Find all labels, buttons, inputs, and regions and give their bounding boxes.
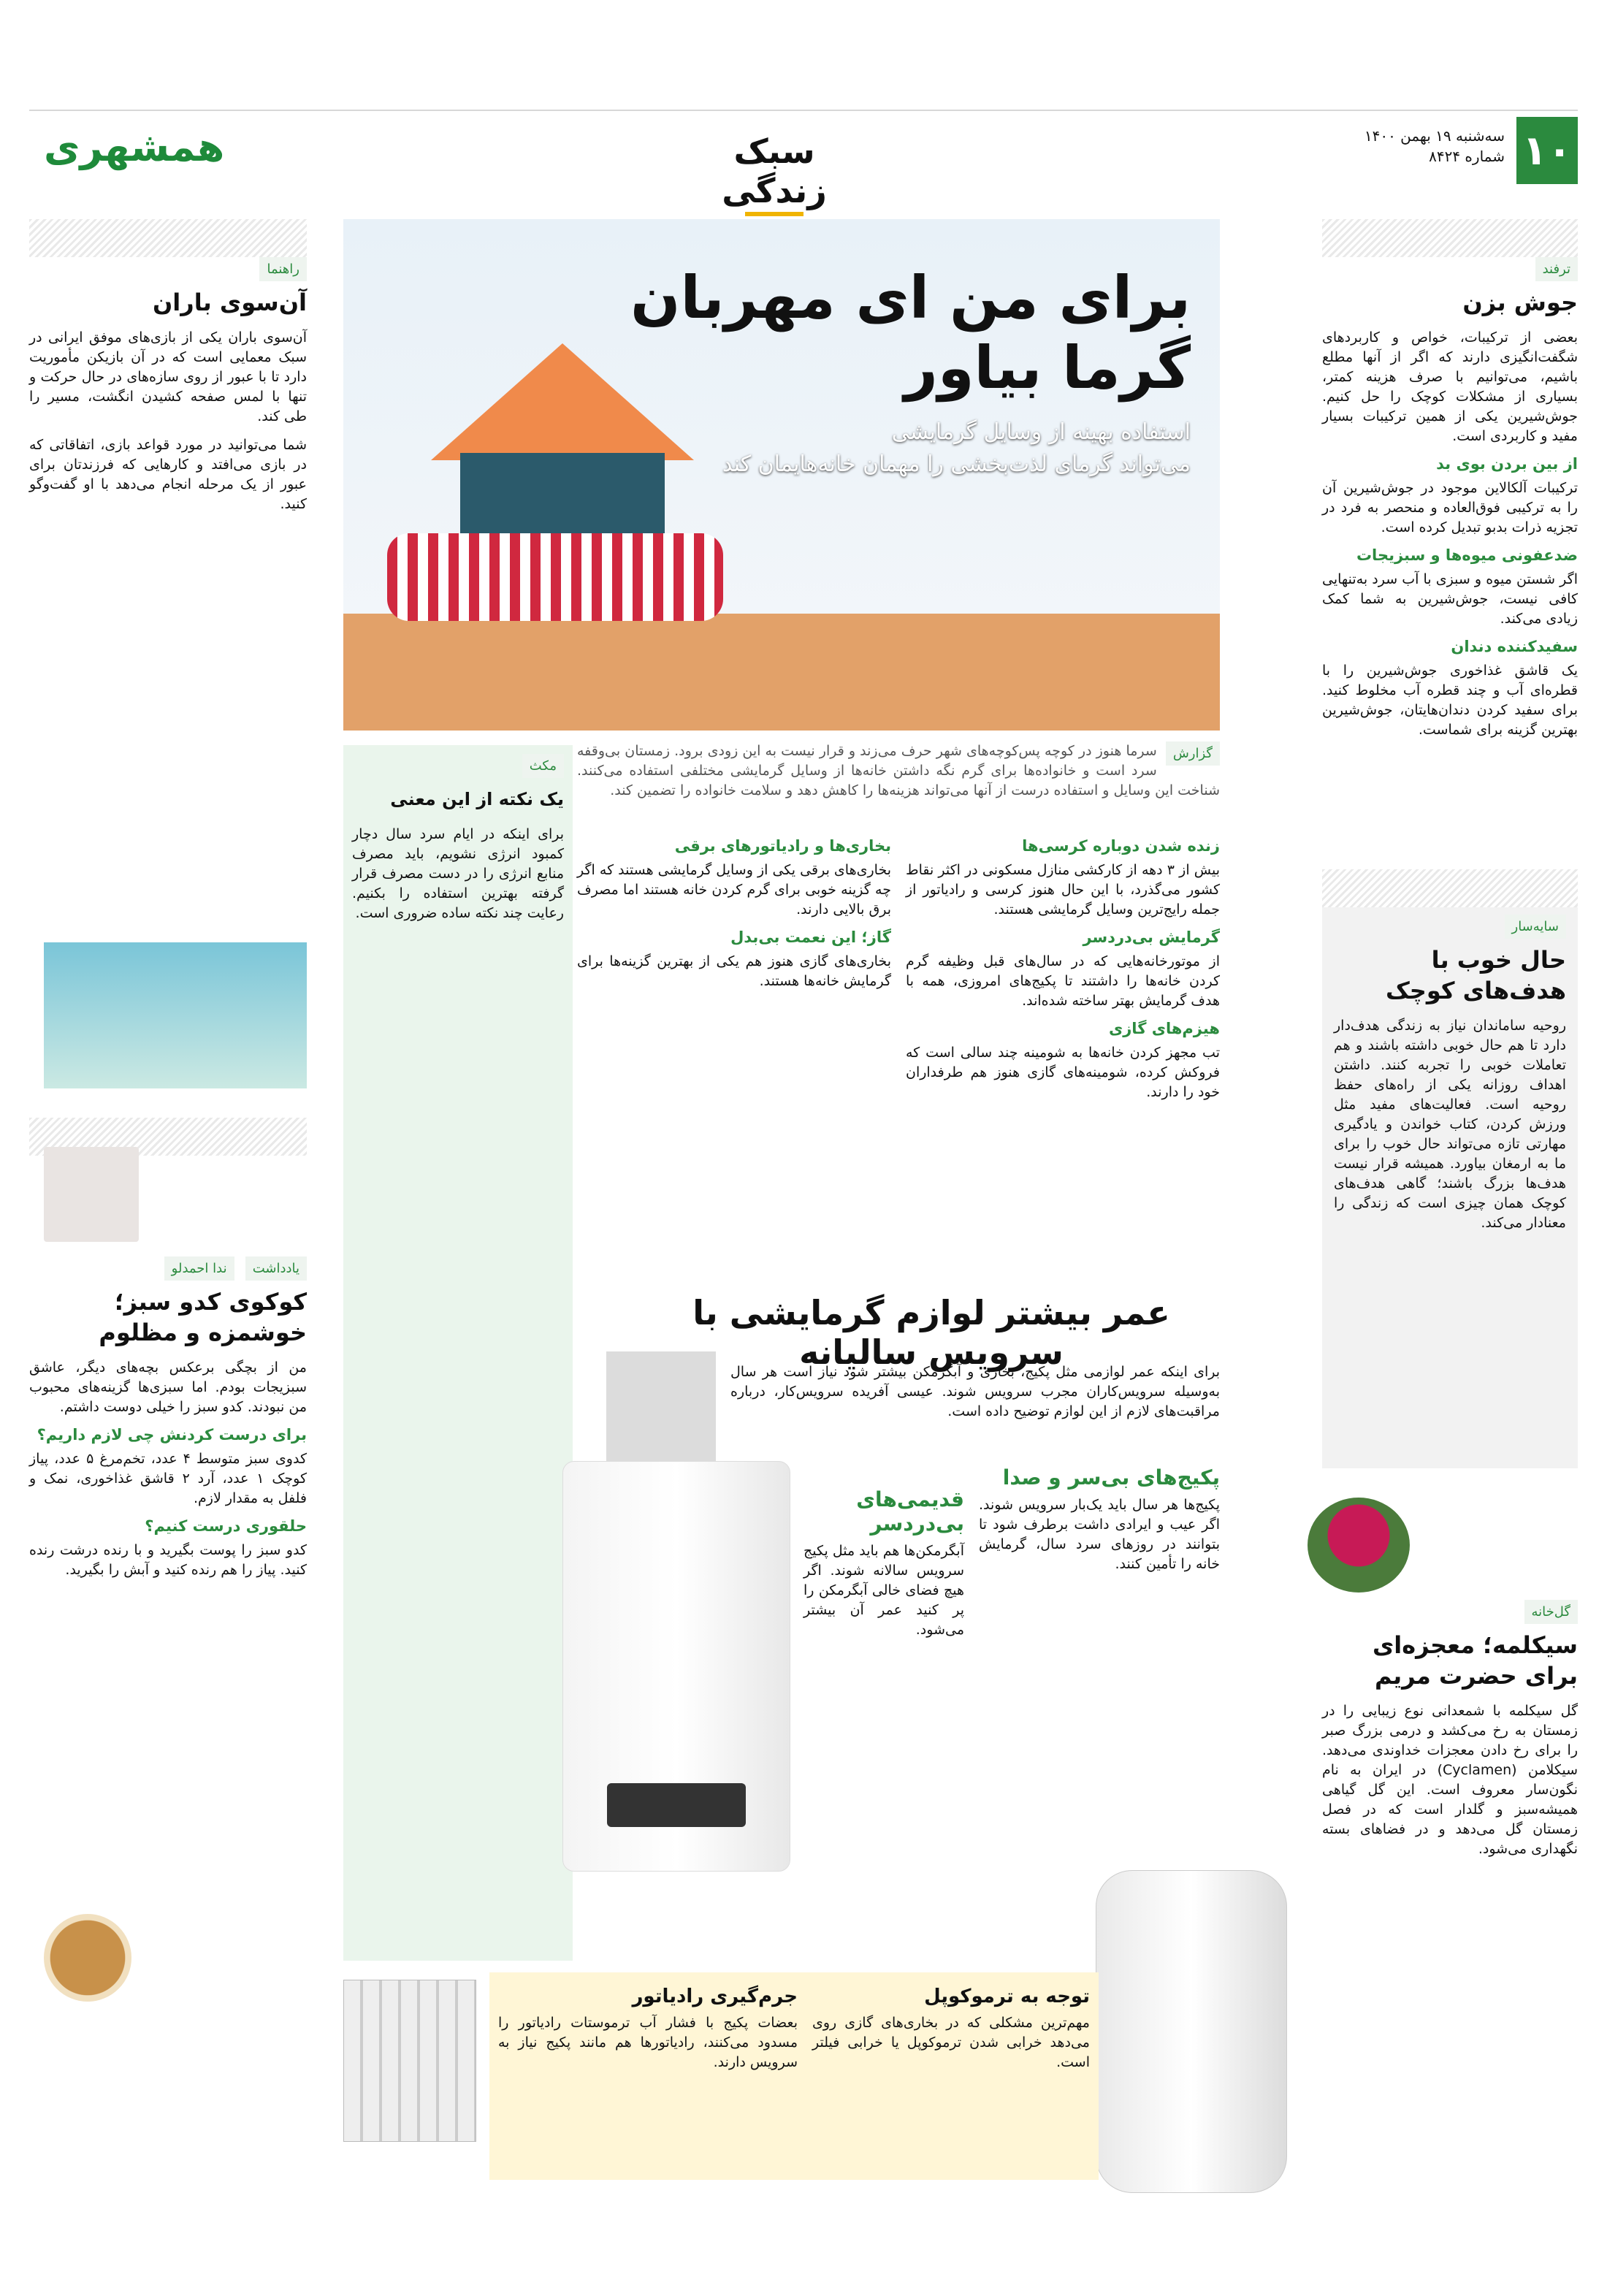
column-tag: ترفند	[1535, 257, 1578, 281]
subhead: قدیمی‌های بی‌دردسر	[856, 1487, 964, 1536]
subhead: توجه به ترموکوپل	[924, 1986, 1090, 2007]
paragraph: آن‌سوی باران یکی از بازی‌های موفق ایرانی در سبک معمایی است که در آن بازیکن مأموریت دارد تا با عبور از روی سازه‌های در حال حرکت و تنها با لمس صفحه کشیدن انگشت، مسیر را طی کند.	[29, 329, 307, 424]
tip-tag: مکث	[522, 754, 564, 778]
mid-column-right	[906, 833, 1220, 1111]
left-column	[29, 219, 307, 523]
column-tag: گل‌خانه	[1524, 1600, 1578, 1624]
radiator-image	[343, 1980, 476, 2142]
game-screenshot	[44, 942, 307, 1088]
paragraph: برای اینکه عمر لوازمی مثل پکیج، بخاری و آبگرمکن بیشتر شود نیاز است هر سال به‌وسیله سرویس‌کاران مجرب سرویس شوند. عیسی آفریده سرویس‌کار، درباره مراقبت‌های لازم از این لوازم توضیح داده است.	[730, 1364, 1220, 1419]
paragraph: پکیج‌ها هر سال باید یک‌بار سرویس شوند. اگر عیب و ایرادی داشت برطرف شود تا بتوانند در روزهای سرد سال، گرمایش خانه را تأمین کنند.	[979, 1497, 1220, 1572]
paragraph: روحیه ساماندان نیاز به زندگی هدف‌دار دارد تا هم حال خوبی داشته باشند و هم تعاملات خوبی را تجربه کنند. داشتن اهداف روزانه یکی از راه‌های حفظ روحیه است. فعالیت‌های مفید مثل ورزش کردن، کتاب خواندن و یادگیری مهارتی تازه می‌تواند حال خوب را برای ما به ارمغان بیاورد. همیشه قرار نیست هدف‌ها بزرگ باشند؛ گاهی هدف‌های کوچک همان چیزی است که زندگی را معنادار می‌کند.	[1334, 1018, 1566, 1231]
hero-headline	[630, 263, 1191, 403]
subhead: بخاری‌ها و رادیاتورهای برقی	[674, 837, 891, 855]
hero-headline-line2: گرما بیاور	[904, 334, 1191, 402]
paragraph: بعضی از ترکیبات، خواص و کاربردهای شگفت‌انگیزی دارند که اگر از آنها مطلع باشیم، می‌توانیم با صرف هزینه کمتر، بسیاری از مشکلات کوچک را حل کنیم. جوش‌شیرین یکی از همین ترکیبات بسیار مفید و کاربردی است.	[1322, 329, 1578, 444]
paragraph: من از بچگی برعکس بچه‌های دیگر، عاشق سبزیجات بودم. اما سبزی‌ها گزینه‌های محبوب من نبودند. کدو سبز را خیلی دوست داشتم.	[29, 1359, 307, 1415]
subhead: حلقوری درست کنیم؟	[145, 1517, 307, 1535]
boiler-panel	[607, 1783, 746, 1827]
column-title: جوش بزن	[1462, 289, 1578, 316]
paragraph: بخاری‌های برقی یکی از وسایل گرمایشی هستند که اگر چه گزینه خوبی برای گرم کردن خانه هستند اما مصرف برق بالایی دارند.	[577, 862, 891, 918]
interview-lead	[730, 1362, 1220, 1430]
column-title: آن‌سوی باران	[152, 289, 307, 316]
report-tag: گزارش	[1166, 741, 1220, 766]
paragraph: کدوی سبز متوسط ۴ عدد، تخم‌مرغ ۵ عدد، پیاز کوچک ۱ عدد، آرد ۲ قاشق غذاخوری، نمک و فلفل به مقدار لازم.	[29, 1451, 307, 1506]
subhead: گرمایش بی‌دردسر	[1083, 928, 1220, 946]
hero-sub-line2: می‌تواند گرمای لذت‌بخشی را مهمان خانه‌هایمان کند	[722, 451, 1191, 477]
subhead: گاز؛ این نعمت بی‌بدل	[730, 928, 891, 946]
column-tag: یادداشت	[245, 1256, 307, 1281]
water-heater-image	[1096, 1870, 1287, 2193]
author-name: ندا احمدلو	[164, 1256, 234, 1281]
brand-logo: همشهری	[44, 124, 225, 170]
paragraph: شما می‌توانید در مورد قواعد بازی، اتفاقاتی که در بازی می‌افتد و کارهایی که فرزندتان برای عبور از یک مرحله انجام می‌دهد با او گفت‌وگو کنید.	[29, 437, 307, 512]
column-hatch	[29, 219, 307, 257]
tip-title: یک نکته از این معنی	[390, 789, 564, 809]
column-title: سیکلمه؛ معجزه‌ای برای حضرت مریم	[1372, 1631, 1578, 1690]
column-title: کوکوی کدو سبز؛ خوشمزه و مظلوم	[99, 1288, 307, 1346]
subhead: ضدعفونی میوه‌ها و سبزیجات	[1356, 546, 1578, 564]
page-number: ۱۰	[1516, 117, 1578, 184]
paragraph: کدو سبز را پوست بگیرید و با رنده درشت رنده کنید. پیاز را هم رنده کنید و آبش را بگیرید.	[29, 1542, 307, 1578]
paragraph: تب مجهز کردن خانه‌ها به شومینه چند سالی است که فروکش کرده، شومینه‌های گازی هنوز هم طرفداران خود را دارند.	[906, 1045, 1220, 1100]
right-column	[1322, 219, 1578, 749]
paragraph: ترکیبات آلکالاین موجود در جوش‌شیرین آن را به ترکیبی فوق‌العاده و منحصر به فرد در تجزیه ذرات بدبو تبدیل کرده است.	[1322, 480, 1578, 535]
hero-headline-line1: برای من ای مهربان	[630, 264, 1191, 332]
paragraph: یک قاشق غذاخوری جوش‌شیرین را با قطره‌ای آب و چند قطره آب مخلوط کنید. برای سفید کردن دندان‌هایتان، جوش‌شیرین بهترین گزینه برای شماست.	[1322, 663, 1578, 738]
subhead: هیزم‌های گازی	[1108, 1020, 1220, 1037]
column-title: حال خوب با هدف‌های کوچک	[1385, 946, 1566, 1004]
paragraph: از موتورخانه‌هایی که در سال‌های قبل وظیفه گرم کردن خانه‌ها را داشتند تا پکیج‌های امروزی، همه با هدف گرمایش بهتر ساخته شده‌اند.	[906, 953, 1220, 1009]
paragraph: بیش از ۳ دهه از کارکشی منازل مسکونی در اکثر نقاط کشور می‌گذرد، با این حال هنوز کرسی و رادیاتور از جمله رایج‌ترین وسایل گرمایشی هستند.	[906, 862, 1220, 918]
hero-image	[343, 219, 1220, 731]
subhead: برای درست کردنش چی لازم داریم؟	[37, 1426, 307, 1443]
issue-number: شماره ۸۴۲۴	[1429, 148, 1505, 165]
paragraph: مهم‌ترین مشکلی که در بخاری‌های گازی روی می‌دهد خرابی شدن ترموکوپل یا خرابی فیلتر است.	[812, 2015, 1090, 2070]
column-hatch	[1322, 869, 1578, 907]
subhead: پکیج‌های بی‌سر و صدا	[1002, 1465, 1220, 1490]
table-surface	[343, 614, 1220, 731]
paragraph: آبگرمکن‌ها هم باید مثل پکیج سرویس سالانه شوند. اگر هیچ فضای خالی آبگرمکن را پر کنید عمر آن بیشتر می‌شود.	[804, 1543, 964, 1638]
mid-column-left	[577, 833, 891, 1000]
section-title: سبک زندگی	[701, 131, 847, 210]
thermocouple-box	[804, 1972, 1099, 2180]
paragraph: بعضات پکیج با فشار آب ترموستات رادیاتور را مسدود می‌کنند، رادیاتورها هم مانند پکیج نیاز به سرویس دارند.	[498, 2015, 798, 2070]
subhead: از بین بردن بوی بد	[1436, 455, 1578, 473]
issue-info	[1364, 126, 1505, 167]
radiator-box	[489, 1972, 806, 2180]
bottom-col-mid	[804, 1483, 964, 1649]
right-column-2	[1322, 869, 1578, 1468]
paragraph: گل سیکلمه با شمعدانی نوع زیبایی را در زمستان به رخ می‌کشد و درمی بزرگ صبر را برای رخ دادن معجزات خداوندی می‌دهد. سیکلامن (Cyclamen) در ایران به نام نگون‌سار معروف است. این گل گیاهی همیشه‌سبز و گلدار است که در فصل زمستان گل می‌دهد و در فضاهای بسته نگهداری می‌شود.	[1322, 1703, 1578, 1857]
column-tag: راهنما	[259, 257, 307, 281]
right-column-3	[1322, 1600, 1578, 1868]
paragraph: اگر شستن میوه و سبزی با آب سرد به‌تنهایی کافی نیست، جوش‌شیرین به شما کمک زیادی می‌کند.	[1322, 571, 1578, 627]
left-column-2-body	[29, 1256, 307, 1589]
article-headline: عمر بیشتر لوازم گرمایشی با سرویس سالیانه	[692, 1293, 1170, 1372]
subhead: جرم‌گیری رادیاتور	[632, 1986, 798, 2007]
paragraph: سرما هنوز در کوچه پس‌کوچه‌های شهر حرف می‌زند و قرار نیست به این زودی برود. زمستان بی‌وقفه سرد است و خانواده‌ها برای گرم نگه داشتن خانه‌ها از وسایل گرمایشی مختلفی استفاده می‌کنند. شناخت این وسایل و استفاده درست از آنها می‌تواند هزینه‌ها را کاهش دهد و سلامت خانواده را تضمین کند.	[577, 743, 1220, 798]
subhead: زنده شدن دوباره کرسی‌ها	[1022, 837, 1220, 855]
column-hatch	[1322, 219, 1578, 257]
interviewee-photo	[606, 1351, 716, 1476]
bottom-col-right	[979, 1461, 1220, 1583]
subhead: سفیدکننده دندان	[1451, 638, 1578, 655]
hero-sub-line1: استفاده بهینه از وسایل گرمایشی	[891, 419, 1191, 445]
boiler-image	[562, 1461, 790, 1872]
tip-box	[343, 745, 573, 1961]
striped-scarf	[387, 533, 723, 621]
header-rule	[29, 110, 1578, 111]
kuku-image	[44, 1914, 131, 2002]
issue-date: سه‌شنبه ۱۹ بهمن ۱۴۰۰	[1364, 127, 1505, 145]
paragraph: برای اینکه در ایام سرد سال دچار کمبود انرژی نشویم، باید مصرف منابع انرژی را در دست مصرف قرار گرفته بهترین استفاده را بکنیم. رعایت چند نکته ساده ضروری است.	[352, 826, 564, 921]
hero-subtitle	[722, 416, 1191, 481]
column-tag: سایه‌سار	[1505, 915, 1567, 939]
paragraph: بخاری‌های گازی هنوز هم یکی از بهترین گزینه‌ها برای گرمایش خانه‌ها هستند.	[577, 953, 891, 989]
cyclamen-image	[1308, 1498, 1410, 1593]
report-lead	[577, 741, 1220, 809]
author-photo	[44, 1147, 139, 1242]
